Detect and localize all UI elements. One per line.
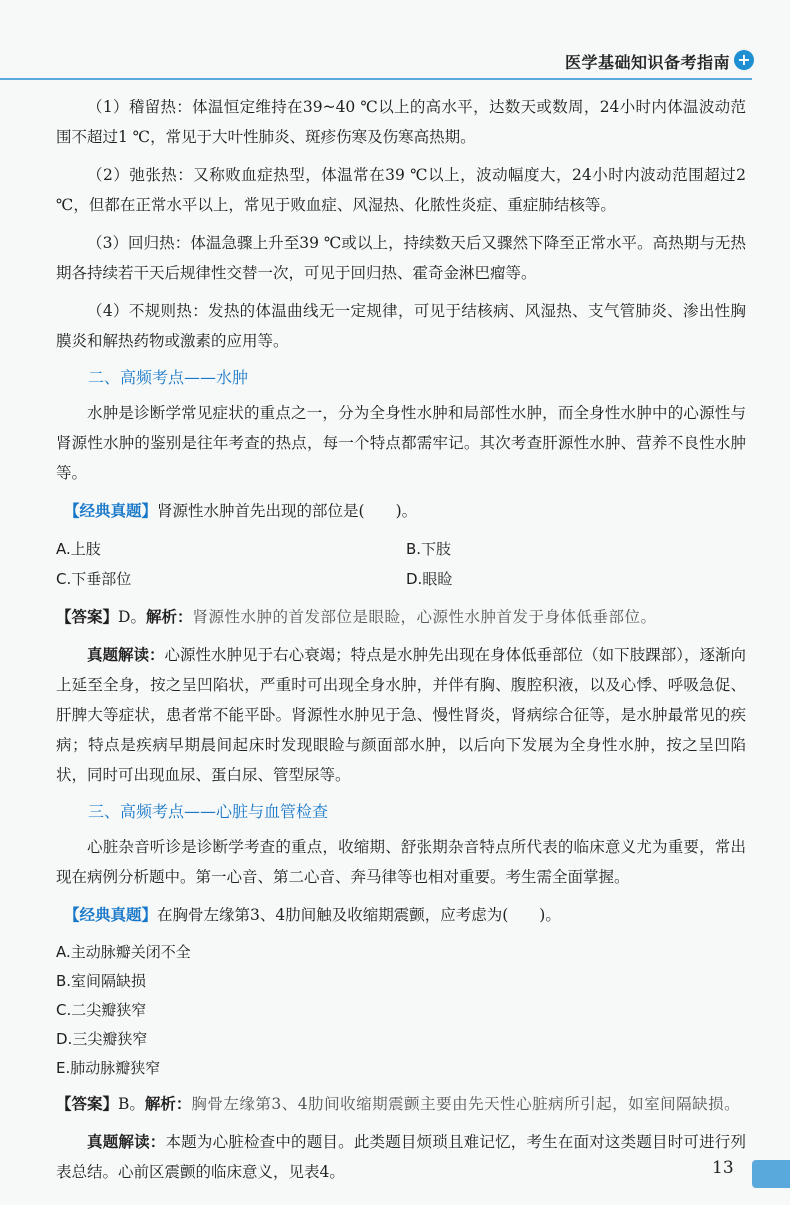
plus-badge-icon: + [734, 50, 754, 70]
answer-letter: D。 [118, 608, 146, 626]
analysis-label: 解析： [145, 608, 193, 626]
running-header-title: 医学基础知识备考指南 [564, 53, 730, 72]
option-e: E.肺动脉瓣狭窄 [56, 1059, 161, 1077]
option-a: A.上肢 [56, 540, 101, 558]
question-tag: 【经典真题】 [64, 906, 158, 924]
exam-question-1 [64, 496, 746, 526]
option-c: C.二尖瓣狭窄 [56, 1001, 147, 1019]
question-text: 在胸骨左缘第3、4肋间触及收缩期震颤，应考虑为( )。 [157, 906, 561, 924]
interpretation-label: 真题解读： [87, 1133, 166, 1151]
options-list-2 [56, 938, 746, 1083]
section-intro-edema: 水肿是诊断学常见症状的重点之一，分为全身性水肿和局部性水肿，而全身性水肿中的心源性与肾源性水肿的鉴别是往年考查的热点，每一个特点都需牢记。其次考查肝源性水肿、营养不良性水肿等。 [56, 404, 746, 482]
answer-1 [56, 602, 746, 632]
option-d: D.三尖瓣狭窄 [56, 1030, 148, 1048]
section-heading-edema: 二、高频考点——水肿 [88, 368, 249, 387]
paragraph-remittent-fever: （2）弛张热：又称败血症热型，体温常在39 ℃以上，波动幅度大，24小时内波动范围超过2 ℃，但都在正常水平以上，常见于败血症、风湿热、化脓性炎症、重症肺结核等。 [56, 166, 746, 214]
analysis-text: 肾源性水肿的首发部位是眼睑，心源性水肿首发于身体低垂部位。 [192, 608, 657, 626]
option-c: C.下垂部位 [56, 570, 132, 588]
answer-2 [56, 1089, 746, 1119]
answer-tag: 【答案】 [56, 608, 119, 626]
interpretation-text: 本题为心脏检查中的题目。此类题目烦琐且难记忆，考生在面对这类题目时可进行列表总结。心前区震颤的临床意义，见表4。 [56, 1133, 746, 1181]
section-heading-heart: 三、高频考点——心脏与血管检查 [88, 802, 329, 821]
paragraph-sustained-fever: （1）稽留热：体温恒定维持在39~40 ℃以上的高水平，达数天或数周，24小时内体温波动范围不超过1 ℃，常见于大叶性肺炎、斑疹伤寒及伤寒高热期。 [56, 98, 746, 146]
analysis-text: 胸骨左缘第3、4肋间收缩期震颤主要由先天性心脏病所引起，如室间隔缺损。 [191, 1095, 741, 1113]
option-b: B.下肢 [406, 540, 452, 558]
interpretation-2 [56, 1127, 746, 1187]
answer-tag: 【答案】 [56, 1095, 119, 1113]
interpretation-1 [56, 640, 746, 790]
question-tag: 【经典真题】 [64, 502, 158, 520]
paragraph-irregular-fever: （4）不规则热：发热的体温曲线无一定规律，可见于结核病、风湿热、支气管肺炎、渗出性胸膜炎和解热药物或激素的应用等。 [56, 302, 746, 350]
paragraph-relapsing-fever: （3）回归热：体温急骤上升至39 ℃或以上，持续数天后又骤然下降至正常水平。高热期与无热期各持续若干天后规律性交替一次，可见于回归热、霍奇金淋巴瘤等。 [56, 234, 746, 282]
interpretation-label: 真题解读： [87, 646, 165, 664]
option-d: D.眼睑 [406, 570, 453, 588]
analysis-label: 解析： [144, 1095, 192, 1113]
option-b: B.室间隔缺损 [56, 972, 147, 990]
section-intro-heart: 心脏杂音听诊是诊断学考查的重点，收缩期、舒张期杂音特点所代表的临床意义尤为重要，常出现在病例分析题中。第一心音、第二心音、奔马律等也相对重要。考生需全面掌握。 [56, 838, 746, 886]
option-a: A.主动脉瓣关闭不全 [56, 943, 191, 961]
page-body [56, 92, 746, 1195]
interpretation-text: 心源性水肿见于右心衰竭；特点是水肿先出现在身体低垂部位（如下肢踝部），逐渐向上延至全身，按之呈凹陷状，严重时可出现全身水肿，并伴有胸、腹腔积液，以及心悸、呼吸急促、肝脾大等症状，患者常不能平卧。肾源性水肿见于急、慢性肾炎，肾病综合征等，是水肿最常见的疾病；特点是疾病早期晨间起床时发现眼睑与颜面部水肿，以后向下发展为全身性水肿，按之呈凹陷状，同时可出现血尿、蛋白尿、管型尿等。 [56, 646, 746, 784]
question-text: 肾源性水肿首先出现的部位是( )。 [157, 502, 418, 520]
header-rule [0, 78, 752, 80]
page-tab [752, 1160, 790, 1188]
options-grid-1 [56, 534, 746, 594]
answer-letter: B。 [118, 1095, 145, 1113]
exam-question-2 [64, 900, 746, 930]
page-number: 13 [712, 1158, 734, 1178]
